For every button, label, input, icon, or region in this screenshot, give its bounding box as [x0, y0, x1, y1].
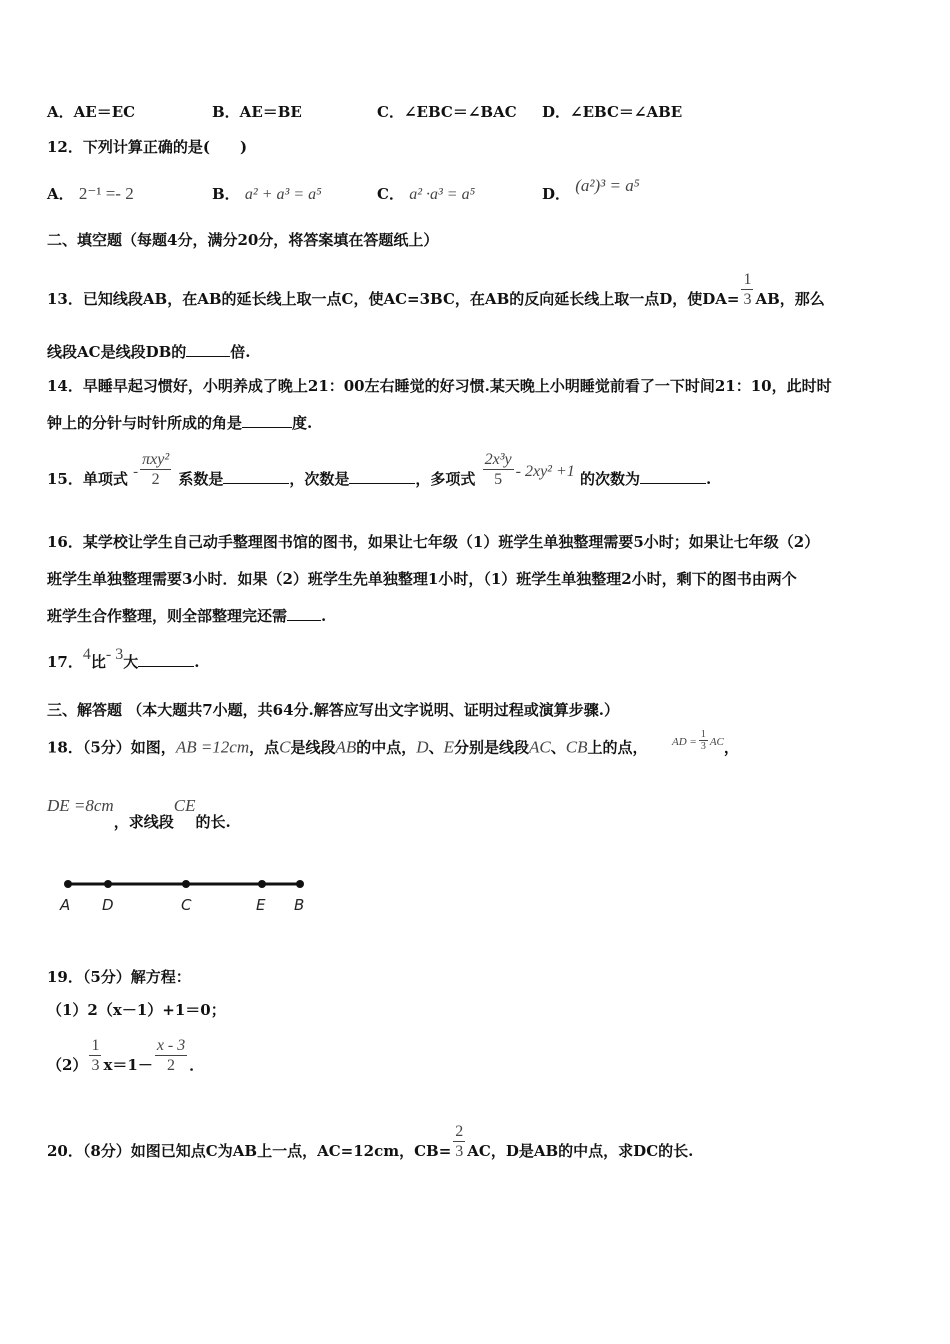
q19-frac-2 — [155, 1036, 187, 1075]
section-3-heading: 三、解答题 （本大题共7小题，共64分.解答应写出文字说明、证明过程或演算步骤.） — [47, 701, 619, 719]
q15-mono-den: 2 — [151, 471, 160, 488]
q15-poly-den: 5 — [494, 471, 503, 488]
q20-fraction — [453, 1122, 465, 1161]
q13-text-b: AB，那么 — [755, 289, 825, 308]
q11-option-c: C．∠EBC＝∠BAC — [377, 103, 517, 121]
q12-d-label: D． — [542, 185, 571, 203]
q18-ab2: AB — [335, 737, 357, 757]
q14-line2 — [47, 413, 312, 433]
q17-num-b: - 3 — [105, 646, 124, 663]
q17-text-bi: 比 — [90, 653, 106, 671]
q12-c-label: C． — [377, 185, 404, 203]
q13-text-c: 线段AC是线段DB的 — [47, 343, 187, 361]
q13-frac-den: 3 — [743, 291, 752, 308]
q13-answer-blank[interactable] — [186, 342, 230, 357]
q12-option-c — [377, 184, 475, 205]
q19-part2 — [47, 1036, 204, 1075]
q18-comma: ， — [723, 738, 739, 757]
q13-text-d: 倍. — [230, 343, 251, 361]
q18-ac: AC — [529, 737, 551, 757]
q11-option-b: B．AE＝BE — [212, 103, 302, 121]
q20-line — [47, 1122, 693, 1161]
q18-de: DE =8cm — [47, 796, 114, 815]
q19-p2-mid: x＝1－ — [103, 1055, 153, 1074]
q14-text-a: 钟上的分针与时针所成的角是 — [47, 414, 243, 432]
q18-t4: 分别是线段 — [453, 738, 529, 757]
q11-option-a: A．AE＝EC — [47, 103, 136, 121]
q18-d: D — [416, 737, 429, 757]
segment-figure — [55, 872, 315, 922]
q15-blank-1[interactable] — [223, 469, 289, 484]
q15-text-3: ，多项式 — [415, 469, 476, 488]
q18-line2 — [47, 796, 231, 831]
q18-t3: 的中点， — [356, 738, 417, 757]
q15-prefix: 15．单项式 — [47, 469, 128, 488]
q13-fraction — [741, 270, 753, 309]
q15-blank-3[interactable] — [640, 469, 706, 484]
q18-e: E — [443, 737, 454, 757]
q15-period: . — [706, 469, 712, 488]
label-e: E — [256, 896, 266, 914]
q18-t7: 的长. — [195, 813, 231, 831]
q18-t2: 是线段 — [290, 738, 336, 757]
q12-option-b — [212, 184, 322, 205]
q17-answer-blank[interactable] — [138, 652, 194, 667]
q15-monomial — [140, 450, 171, 489]
q18-sep: 、 — [428, 738, 444, 757]
q18-rel-right: AC — [709, 735, 724, 748]
q18-ce: CE — [173, 796, 196, 815]
q17-prefix: 17． — [47, 653, 83, 671]
q19-f2-den: 2 — [167, 1057, 176, 1074]
q15-line — [47, 450, 711, 489]
q13-line2 — [47, 342, 251, 362]
q18-c: C — [279, 737, 291, 757]
q14-text-b: 度. — [292, 414, 313, 432]
point-d — [104, 880, 112, 888]
point-a — [64, 880, 72, 888]
q19-p2-end: ． — [189, 1055, 205, 1074]
q19-f1-num: 1 — [91, 1037, 100, 1054]
q16-line3 — [47, 606, 326, 626]
q12-option-a — [47, 184, 134, 204]
q15-minus-sign: - — [133, 463, 139, 480]
q17-end: . — [194, 653, 200, 671]
q18-rel-num: 1 — [700, 729, 706, 740]
point-c — [182, 880, 190, 888]
q20-f-num: 2 — [455, 1123, 464, 1140]
q19-f2-num: x - 3 — [156, 1037, 186, 1054]
q13-text-a: 13．已知线段AB，在AB的延长线上取一点C，使AC=3BC，在AB的反向延长线上取一点D，使DA= — [47, 289, 740, 308]
q12-b-label: B． — [212, 185, 240, 203]
point-b — [296, 880, 304, 888]
q12-a-expr: 2⁻¹ =- 2 — [78, 184, 134, 203]
q12-a-label: A． — [47, 185, 74, 203]
q15-poly-num: 2x³y — [484, 451, 512, 468]
q15-text-2: ，次数是 — [289, 469, 350, 488]
q15-poly-rest: - 2xy² +1 — [515, 462, 575, 480]
label-b: B — [294, 896, 305, 914]
q11-option-d: D．∠EBC＝∠ABE — [542, 103, 683, 121]
q19-stem: 19．（5分）解方程： — [47, 968, 191, 986]
q18-line1 — [47, 729, 739, 760]
q18-ab: AB =12cm — [175, 737, 250, 757]
q18-pre: 18．（5分）如图， — [47, 738, 176, 757]
q16-answer-blank[interactable] — [287, 606, 321, 621]
point-e — [258, 880, 266, 888]
q20-pre: 20．（8分）如图已知点C为AB上一点，AC=12cm，CB= — [47, 1141, 452, 1160]
q20-f-den: 3 — [455, 1143, 464, 1160]
q12-stem: 12．下列计算正确的是( ) — [47, 138, 248, 156]
q13-frac-num: 1 — [743, 271, 752, 288]
q15-mono-num: πxy² — [142, 451, 170, 468]
q17-num-a: 4 — [82, 646, 91, 663]
label-d: D — [102, 896, 114, 914]
q18-rel-frac — [699, 729, 708, 752]
q14-answer-blank[interactable] — [242, 413, 292, 428]
q18-t1: ，点 — [249, 738, 280, 757]
q14-line1: 14．早睡早起习惯好，小明养成了晚上21：00左右睡觉的好习惯.某天晚上小明睡觉前看了一下时间21：10，此时时 — [47, 377, 832, 395]
q12-c-expr: a² ·a³ = a⁵ — [409, 186, 476, 203]
q20-post: AC，D是AB的中点，求DC的长. — [467, 1141, 694, 1160]
q12-option-d — [542, 176, 640, 204]
q13-line1 — [47, 270, 825, 309]
q16-line1: 16．某学校让学生自己动手整理图书馆的图书，如果让七年级（1）班学生单独整理需要5小时；如果让七年级（2） — [47, 533, 820, 551]
label-c: C — [181, 896, 192, 914]
q15-blank-2[interactable] — [349, 469, 415, 484]
q16-text-b: . — [321, 607, 327, 625]
q15-polynomial-frac — [483, 450, 514, 489]
q19-p2-label: （2） — [47, 1055, 88, 1074]
q16-text-a: 班学生合作整理，则全部整理完还需 — [47, 607, 288, 625]
q16-line2: 班学生单独整理需要3小时．如果（2）班学生先单独整理1小时，（1）班学生单独整理2小时，剩下的图书由两个 — [47, 570, 797, 588]
q12-b-expr: a² + a³ = a⁵ — [244, 186, 322, 203]
q19-part1: （1）2（x－1）+1＝0； — [47, 1001, 226, 1019]
q18-t5: 上的点， — [587, 738, 648, 757]
section-2-heading: 二、填空题（每题4分，满分20分，将答案填在答题纸上） — [47, 231, 439, 249]
q15-text-4: 的次数为 — [580, 469, 641, 488]
label-a: A — [60, 896, 71, 914]
q18-t6: ，求线段 — [113, 813, 174, 831]
q18-rel-left: AD = — [671, 735, 697, 748]
q19-frac-1 — [89, 1036, 101, 1075]
q12-d-expr: (a²)³ = a⁵ — [575, 176, 640, 195]
q17-line — [47, 646, 200, 673]
q17-text-da: 大 — [123, 653, 139, 671]
q19-f1-den: 3 — [91, 1057, 100, 1074]
q18-cb: CB — [565, 737, 588, 757]
q18-sep2: 、 — [550, 738, 566, 757]
q18-rel-den: 3 — [700, 741, 706, 752]
q15-text-1: 系数是 — [178, 469, 224, 488]
